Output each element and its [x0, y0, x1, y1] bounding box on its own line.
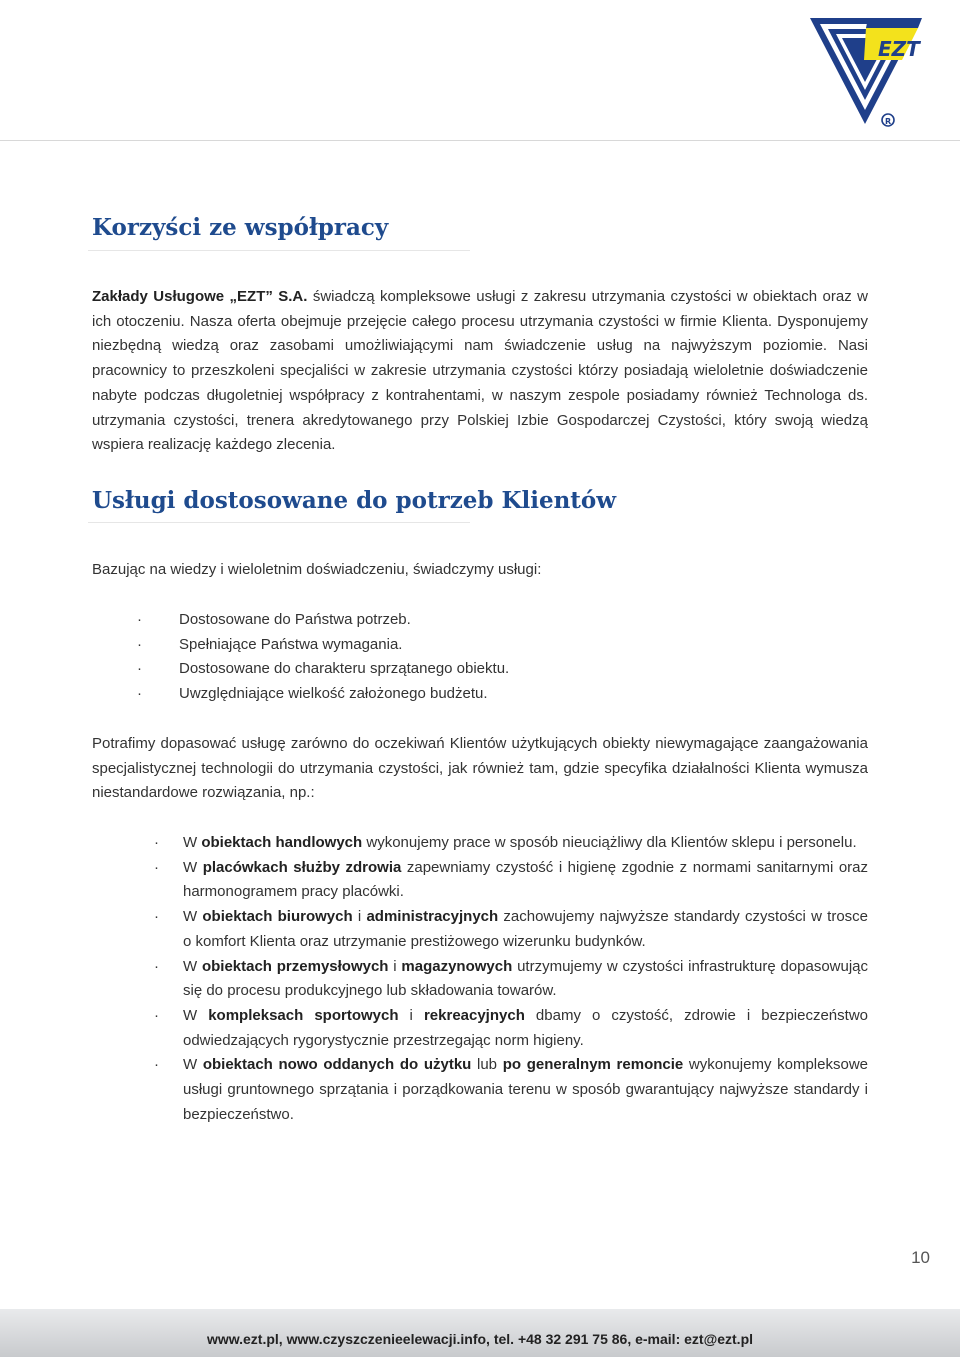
- heading-divider: [88, 250, 470, 251]
- footer-link[interactable]: www.czyszczenieelewacji: [286, 1331, 457, 1347]
- bullet-dot: ·: [154, 1006, 159, 1024]
- bullet-dot: ·: [154, 858, 159, 876]
- section-heading-services: Usługi dostosowane do potrzeb Klientów: [92, 487, 617, 514]
- section-heading-benefits: Korzyści ze współpracy: [92, 214, 389, 241]
- list-item: · W obiektach nowo oddanych do użytku lub po generalnym remoncie wykonujemy kompleksowe usługi gruntownego sprzątania i porządkowania terenu w sposób gwarantujący najwyższe standardy i bezpieczeństwo.: [92, 1053, 868, 1127]
- footer-link[interactable]: www.ezt: [206, 1331, 263, 1347]
- services-list: [92, 608, 868, 707]
- benefits-text-1: świadczą kompleksowe usługi z zakresu utrzymania czystości w obiektach oraz w ich otoczeniu. Nasza oferta obejmuje przejęcie całego procesu utrzymania czystości w firmie Klienta. Dysponujemy niezbędną wiedzą oraz zasobami umożliwiającymi nam świadczenie usług na najwyższym poziomie.: [92, 288, 868, 355]
- list-item: · W kompleksach sportowych i rekreacyjnych dbamy o czystość, zdrowie i bezpieczeństwo odwiedzających rygorystycznie przestrzegając norm higieny.: [92, 1004, 868, 1053]
- footer-contact: www.ezt.pl, www.czyszczenieelewacji.info, tel. +48 32 291 75 86, e-mail: ezt@ezt.pl: [206, 1331, 754, 1347]
- list-item: · W placówkach służby zdrowia zapewniamy czystość i higienę zgodnie z normami sanitarnymi oraz harmonogramem pracy placówki.: [92, 856, 868, 905]
- footer-phone: tel. +48 32 291 75 86: [493, 1331, 628, 1347]
- list-item: · Dostosowane do Państwa potrzeb.: [92, 608, 868, 633]
- svg-text:EZT: EZT: [878, 37, 920, 61]
- ezt-logo: [806, 12, 924, 130]
- ezt-logo-icon: [806, 12, 924, 130]
- heading-divider: [88, 522, 470, 523]
- list-item: · Dostosowane do charakteru sprzątanego obiektu.: [92, 657, 868, 682]
- bullet-dot: ·: [154, 957, 159, 975]
- adaptation-paragraph: Potrafimy dopasować usługę zarówno do oczekiwań Klientów użytkujących obiekty niewymagające zaangażowania specjalistycznej technologii do utrzymania czystości, jak również tam, gdzie specyfika działalności Klienta wymusza niestandardowe rozwiązania, np.:: [92, 735, 868, 802]
- list-item: · W obiektach handlowych wykonujemy prace w sposób nieuciążliwy dla Klientów sklepu i personelu.: [92, 831, 868, 856]
- list-item: · Uwzględniające wielkość założonego budżetu.: [92, 682, 868, 707]
- list-item: · Spełniające Państwa wymagania.: [92, 633, 868, 658]
- footer-email[interactable]: ezt@ezt.pl: [684, 1331, 754, 1347]
- bullet-dot: ·: [137, 685, 142, 703]
- bullet-dot: ·: [154, 834, 159, 851]
- benefits-paragraph: [92, 285, 868, 458]
- examples-list: [92, 831, 868, 1127]
- benefits-text-2: Nasi pracownicy to przeszkoleni specjaliści w zakresie utrzymania czystości którzy posiadają wieloletnie doświadczenie nabyte podczas długoletniej współpracy z kontrahentami, w naszym zespole posiadamy również Technologa ds. utrzymania czystości, trenera akredytowanego przy Polskiej Izbie Gospodarczej Czystości, który swoją wiedzą wspiera realizację każdego zlecenia.: [92, 337, 868, 454]
- list-item: · W obiektach przemysłowych i magazynowych utrzymujemy w czystości infrastrukturę dopasowując się do procesu produkcyjnego lub składowania towarów.: [92, 955, 868, 1004]
- page-number: 10: [911, 1248, 930, 1267]
- bullet-dot: ·: [137, 635, 142, 653]
- services-intro: Bazując na wiedzy i wieloletnim doświadczeniu, świadczymy usługi:: [92, 561, 542, 578]
- bullet-dot: ·: [154, 908, 159, 926]
- company-name: Zakłady Usługowe „EZT” S.A.: [92, 288, 308, 305]
- svg-text:R: R: [885, 117, 892, 126]
- list-item: · W obiektach biurowych i administracyjnych zachowujemy najwyższe standardy czystości w trosce o komfort Klienta oraz utrzymanie prestiżowego wizerunku budynków.: [92, 905, 868, 954]
- bullet-dot: ·: [137, 611, 142, 628]
- bullet-dot: ·: [154, 1056, 159, 1074]
- page-header: [0, 0, 960, 141]
- bullet-dot: ·: [137, 660, 142, 678]
